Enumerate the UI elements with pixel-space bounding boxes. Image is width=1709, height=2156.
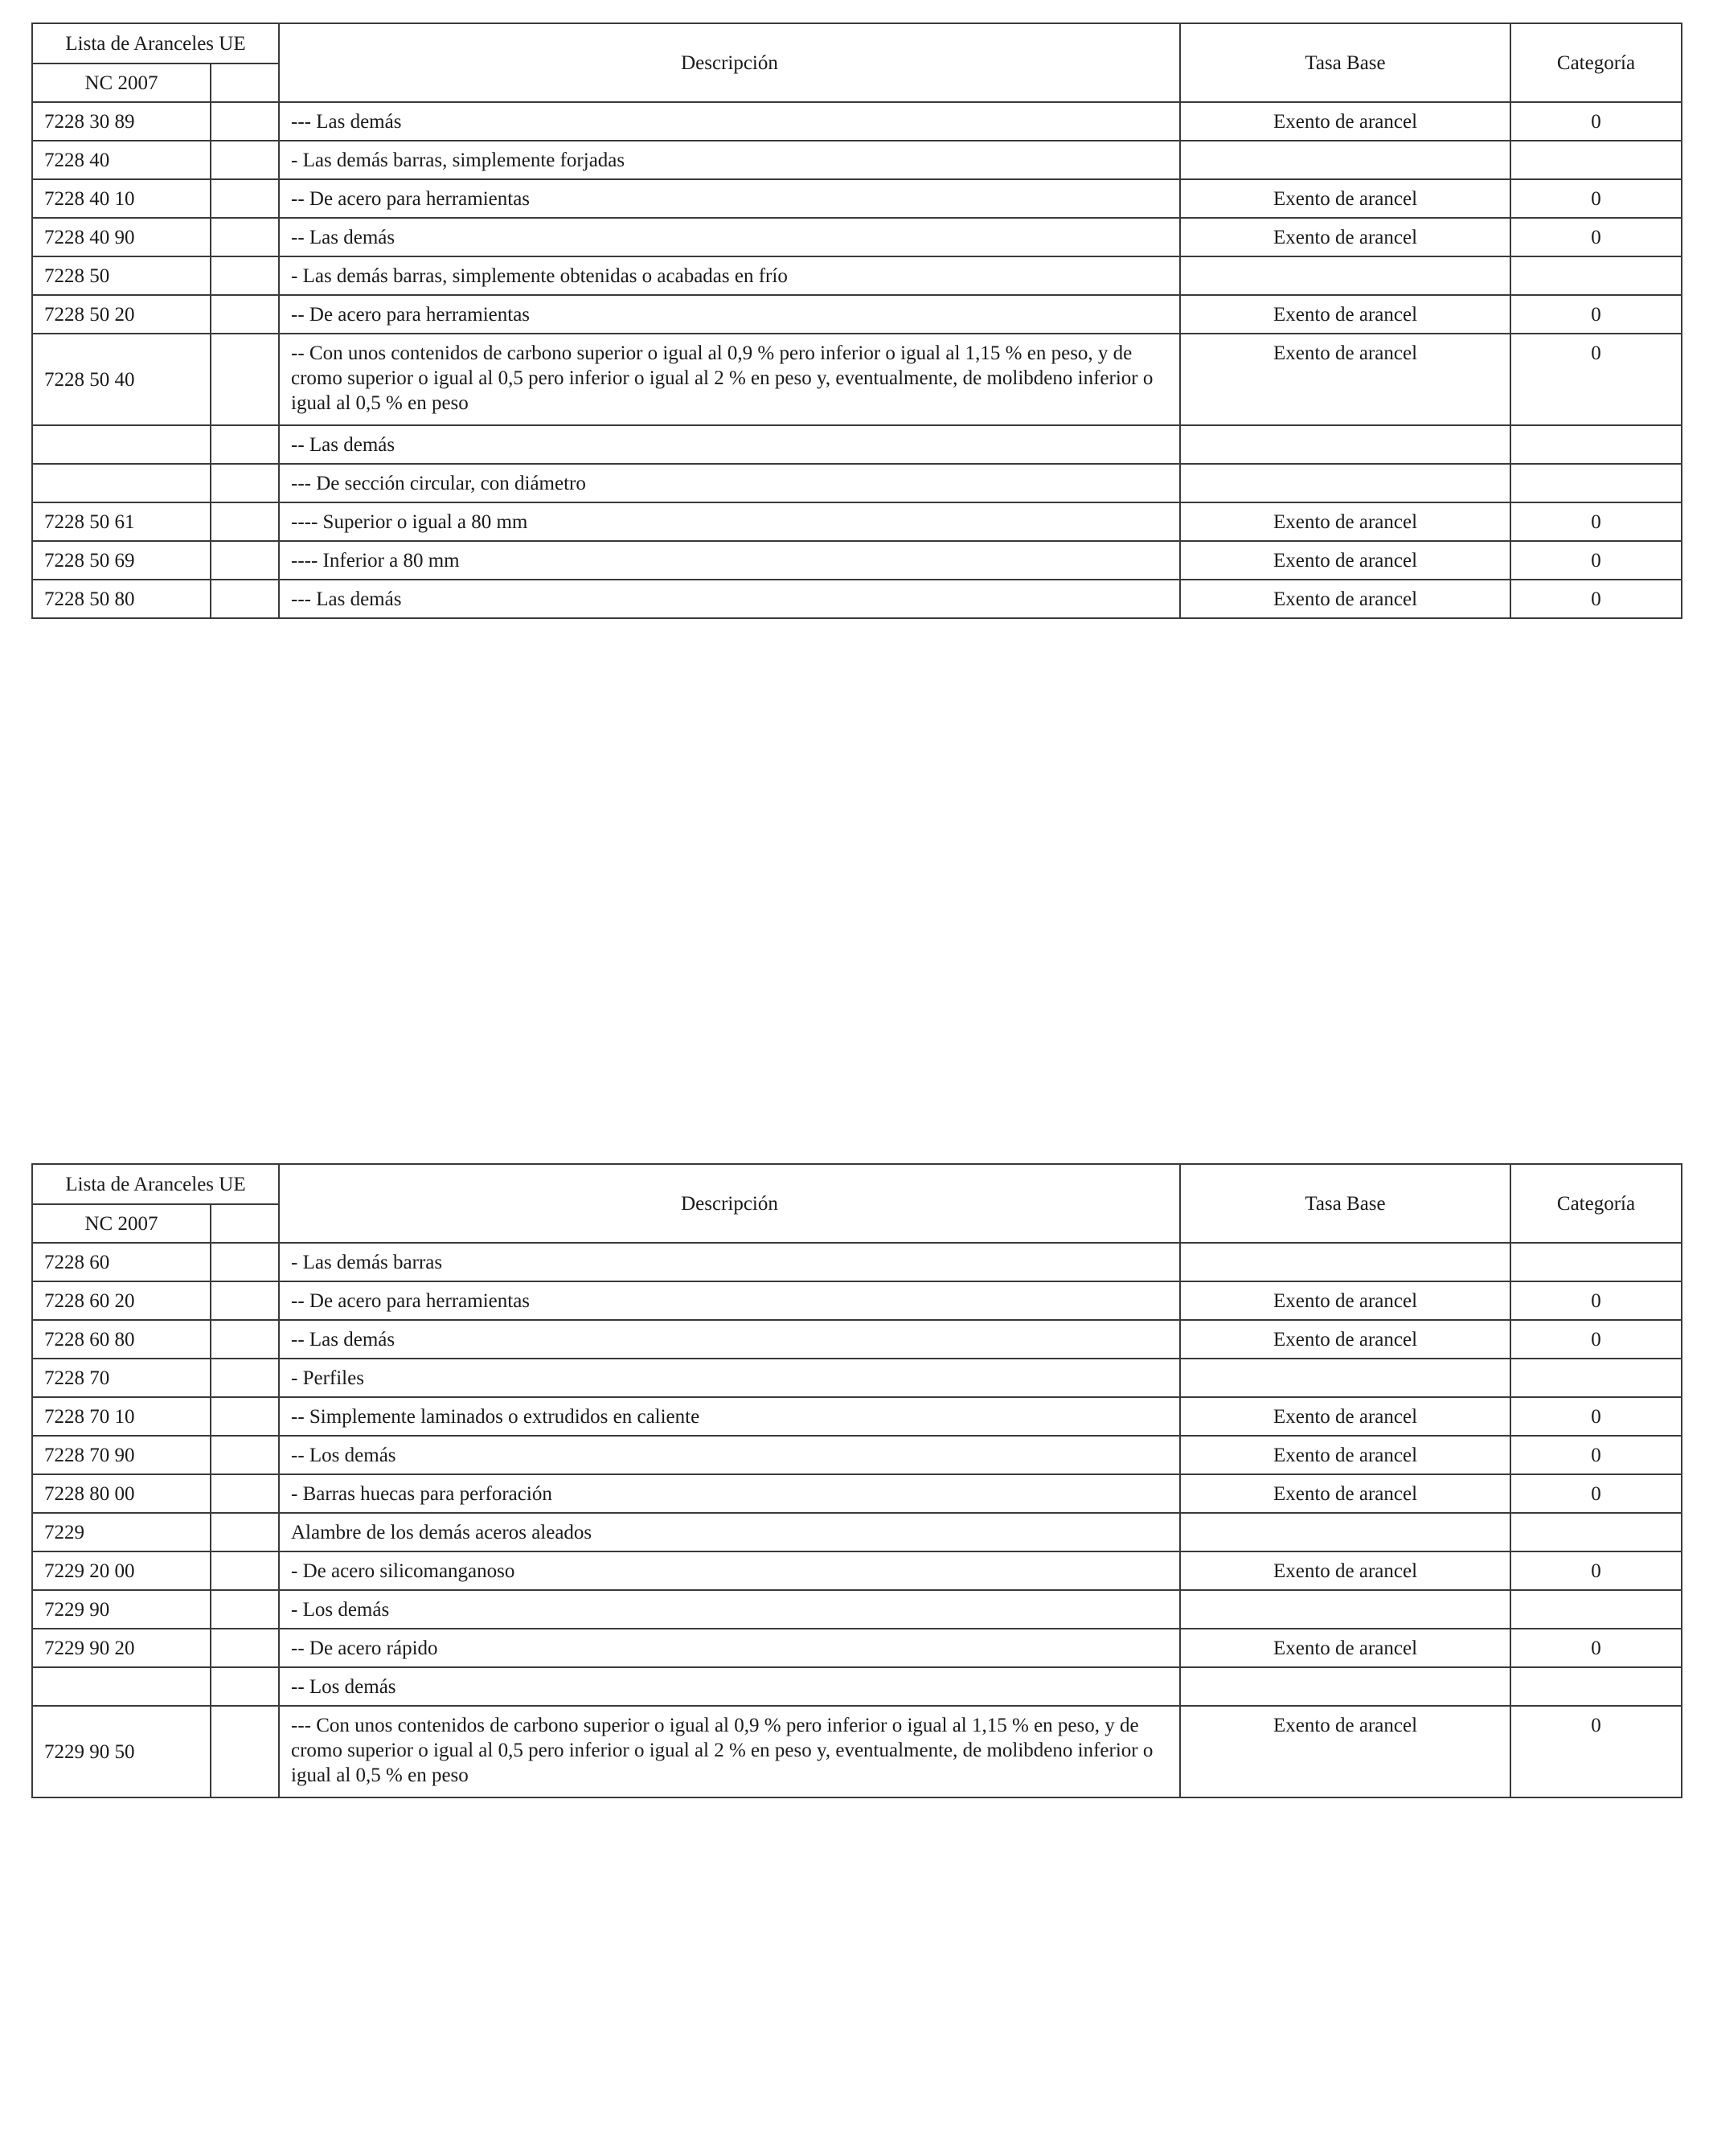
rate-cell: Exento de arancel <box>1180 218 1510 256</box>
table-row <box>32 141 1682 179</box>
table-row <box>32 1513 1682 1551</box>
description-cell: - Barras huecas para perforación <box>279 1474 1180 1513</box>
code-cell: 7228 70 <box>32 1359 211 1397</box>
category-cell: 0 <box>1510 334 1682 425</box>
code-cell: 7228 60 80 <box>32 1320 211 1359</box>
description-cell: - De acero silicomanganoso <box>279 1551 1180 1590</box>
header-category: Categoría <box>1510 23 1682 102</box>
rate-cell: Exento de arancel <box>1180 1281 1510 1320</box>
rate-cell: Exento de arancel <box>1180 541 1510 580</box>
code-cell: 7228 50 <box>32 256 211 295</box>
sub-code-cell <box>211 1397 279 1436</box>
code-cell: 7229 20 00 <box>32 1551 211 1590</box>
category-cell: 0 <box>1510 1551 1682 1590</box>
sub-code-cell <box>211 141 279 179</box>
rate-cell: Exento de arancel <box>1180 295 1510 334</box>
category-cell <box>1510 425 1682 464</box>
sub-code-cell <box>211 1436 279 1474</box>
description-cell: -- De acero para herramientas <box>279 1281 1180 1320</box>
code-cell: 7228 80 00 <box>32 1474 211 1513</box>
category-cell: 0 <box>1510 1706 1682 1797</box>
code-cell: 7228 40 <box>32 141 211 179</box>
code-cell: 7229 90 <box>32 1590 211 1629</box>
description-cell: -- De acero rápido <box>279 1629 1180 1667</box>
table-row <box>32 464 1682 502</box>
sub-code-cell <box>211 295 279 334</box>
category-cell: 0 <box>1510 179 1682 218</box>
header-description: Descripción <box>279 1164 1180 1243</box>
table-row <box>32 1320 1682 1359</box>
header-list: Lista de Aranceles UE <box>32 1164 279 1204</box>
header-row <box>32 23 1682 64</box>
rate-cell <box>1180 464 1510 502</box>
rate-cell: Exento de arancel <box>1180 1320 1510 1359</box>
category-cell <box>1510 256 1682 295</box>
code-cell: 7229 90 50 <box>32 1706 211 1797</box>
description-cell: --- Las demás <box>279 580 1180 618</box>
table-row <box>32 102 1682 141</box>
description-cell: -- De acero para herramientas <box>279 179 1180 218</box>
description-cell: - Las demás barras, simplemente obtenidas o acabadas en frío <box>279 256 1180 295</box>
sub-code-cell <box>211 1243 279 1281</box>
table-row <box>32 295 1682 334</box>
sub-code-cell <box>211 218 279 256</box>
table-row <box>32 1243 1682 1281</box>
header-rate: Tasa Base <box>1180 23 1510 102</box>
sub-code-cell <box>211 1590 279 1629</box>
rate-cell <box>1180 1359 1510 1397</box>
header-empty <box>211 64 279 102</box>
tariff-table-2 <box>31 1163 1682 1798</box>
description-cell: --- Con unos contenidos de carbono superior o igual al 0,9 % pero inferior o igual al 1,15 % en peso, y de cromo superior o igual al 0,5 pero inferior o igual al 2 % en peso y, eventualmente, de molibdeno inferior o igual al 0,5 % en peso <box>279 1706 1180 1797</box>
code-cell: 7228 40 90 <box>32 218 211 256</box>
rate-cell: Exento de arancel <box>1180 1474 1510 1513</box>
table-row <box>32 1629 1682 1667</box>
rate-cell <box>1180 1243 1510 1281</box>
table-row <box>32 1551 1682 1590</box>
description-cell: - Las demás barras <box>279 1243 1180 1281</box>
header-nc: NC 2007 <box>32 1204 211 1243</box>
description-cell: - Las demás barras, simplemente forjadas <box>279 141 1180 179</box>
table-row <box>32 179 1682 218</box>
rate-cell <box>1180 256 1510 295</box>
header-nc: NC 2007 <box>32 64 211 102</box>
rate-cell: Exento de arancel <box>1180 502 1510 541</box>
table-row <box>32 256 1682 295</box>
category-cell: 0 <box>1510 1320 1682 1359</box>
category-cell <box>1510 1667 1682 1706</box>
table-row <box>32 425 1682 464</box>
code-cell: 7229 90 20 <box>32 1629 211 1667</box>
rate-cell: Exento de arancel <box>1180 1436 1510 1474</box>
sub-code-cell <box>211 334 279 425</box>
table-row <box>32 218 1682 256</box>
sub-code-cell <box>211 502 279 541</box>
rate-cell: Exento de arancel <box>1180 179 1510 218</box>
description-cell: Alambre de los demás aceros aleados <box>279 1513 1180 1551</box>
code-cell <box>32 1667 211 1706</box>
category-cell <box>1510 141 1682 179</box>
header-category: Categoría <box>1510 1164 1682 1243</box>
category-cell: 0 <box>1510 1397 1682 1436</box>
table-row <box>32 1474 1682 1513</box>
description-cell: -- Los demás <box>279 1667 1180 1706</box>
code-cell: 7228 60 <box>32 1243 211 1281</box>
sub-code-cell <box>211 1320 279 1359</box>
table-row <box>32 1397 1682 1436</box>
category-cell: 0 <box>1510 1436 1682 1474</box>
code-cell <box>32 464 211 502</box>
description-cell: -- Las demás <box>279 218 1180 256</box>
category-cell: 0 <box>1510 502 1682 541</box>
table-row <box>32 1281 1682 1320</box>
category-cell: 0 <box>1510 295 1682 334</box>
sub-code-cell <box>211 102 279 141</box>
sub-code-cell <box>211 1667 279 1706</box>
header-empty <box>211 1204 279 1243</box>
table-row <box>32 1590 1682 1629</box>
description-cell: --- Las demás <box>279 102 1180 141</box>
description-cell: -- Las demás <box>279 1320 1180 1359</box>
rate-cell <box>1180 1513 1510 1551</box>
code-cell: 7228 60 20 <box>32 1281 211 1320</box>
category-cell <box>1510 1243 1682 1281</box>
category-cell: 0 <box>1510 218 1682 256</box>
code-cell: 7228 50 61 <box>32 502 211 541</box>
sub-code-cell <box>211 580 279 618</box>
description-cell: -- De acero para herramientas <box>279 295 1180 334</box>
description-cell: --- De sección circular, con diámetro <box>279 464 1180 502</box>
sub-code-cell <box>211 1281 279 1320</box>
code-cell: 7228 30 89 <box>32 102 211 141</box>
sub-code-cell <box>211 464 279 502</box>
sub-code-cell <box>211 1551 279 1590</box>
description-cell: - Los demás <box>279 1590 1180 1629</box>
code-cell: 7228 50 69 <box>32 541 211 580</box>
table-body <box>32 1243 1682 1797</box>
rate-cell <box>1180 1667 1510 1706</box>
description-cell: - Perfiles <box>279 1359 1180 1397</box>
description-cell: -- Los demás <box>279 1436 1180 1474</box>
table-row <box>32 1706 1682 1797</box>
category-cell: 0 <box>1510 1629 1682 1667</box>
category-cell <box>1510 1513 1682 1551</box>
table-row <box>32 1436 1682 1474</box>
sub-code-cell <box>211 256 279 295</box>
rate-cell: Exento de arancel <box>1180 1397 1510 1436</box>
sub-code-cell <box>211 1359 279 1397</box>
code-cell: 7228 50 40 <box>32 334 211 425</box>
table-body <box>32 102 1682 618</box>
sub-code-cell <box>211 1513 279 1551</box>
table-row <box>32 334 1682 425</box>
header-row <box>32 1164 1682 1204</box>
rate-cell <box>1180 1590 1510 1629</box>
category-cell: 0 <box>1510 1474 1682 1513</box>
category-cell: 0 <box>1510 102 1682 141</box>
sub-code-cell <box>211 179 279 218</box>
table-row <box>32 502 1682 541</box>
header-rate: Tasa Base <box>1180 1164 1510 1243</box>
sub-code-cell <box>211 425 279 464</box>
header-list: Lista de Aranceles UE <box>32 23 279 64</box>
code-cell: 7228 70 90 <box>32 1436 211 1474</box>
code-cell: 7228 50 20 <box>32 295 211 334</box>
sub-code-cell <box>211 1706 279 1797</box>
rate-cell: Exento de arancel <box>1180 102 1510 141</box>
sub-code-cell <box>211 1629 279 1667</box>
category-cell: 0 <box>1510 1281 1682 1320</box>
code-cell: 7228 50 80 <box>32 580 211 618</box>
description-cell: ---- Inferior a 80 mm <box>279 541 1180 580</box>
header-description: Descripción <box>279 23 1180 102</box>
description-cell: -- Simplemente laminados o extrudidos en caliente <box>279 1397 1180 1436</box>
category-cell: 0 <box>1510 580 1682 618</box>
rate-cell: Exento de arancel <box>1180 580 1510 618</box>
rate-cell <box>1180 425 1510 464</box>
sub-code-cell <box>211 541 279 580</box>
code-cell: 7228 40 10 <box>32 179 211 218</box>
table-row <box>32 1359 1682 1397</box>
category-cell <box>1510 1359 1682 1397</box>
rate-cell: Exento de arancel <box>1180 1551 1510 1590</box>
sub-code-cell <box>211 1474 279 1513</box>
table-row <box>32 580 1682 618</box>
code-cell: 7228 70 10 <box>32 1397 211 1436</box>
code-cell: 7229 <box>32 1513 211 1551</box>
rate-cell: Exento de arancel <box>1180 334 1510 425</box>
table-row <box>32 541 1682 580</box>
category-cell: 0 <box>1510 541 1682 580</box>
category-cell <box>1510 464 1682 502</box>
description-cell: ---- Superior o igual a 80 mm <box>279 502 1180 541</box>
rate-cell: Exento de arancel <box>1180 1706 1510 1797</box>
tariff-table-1 <box>31 23 1682 619</box>
table-row <box>32 1667 1682 1706</box>
rate-cell <box>1180 141 1510 179</box>
rate-cell: Exento de arancel <box>1180 1629 1510 1667</box>
code-cell <box>32 425 211 464</box>
description-cell: -- Con unos contenidos de carbono superior o igual al 0,9 % pero inferior o igual al 1,15 % en peso, y de cromo superior o igual al 0,5 pero inferior o igual al 2 % en peso y, eventualmente, de molibdeno inferior o igual al 0,5 % en peso <box>279 334 1180 425</box>
category-cell <box>1510 1590 1682 1629</box>
description-cell: -- Las demás <box>279 425 1180 464</box>
